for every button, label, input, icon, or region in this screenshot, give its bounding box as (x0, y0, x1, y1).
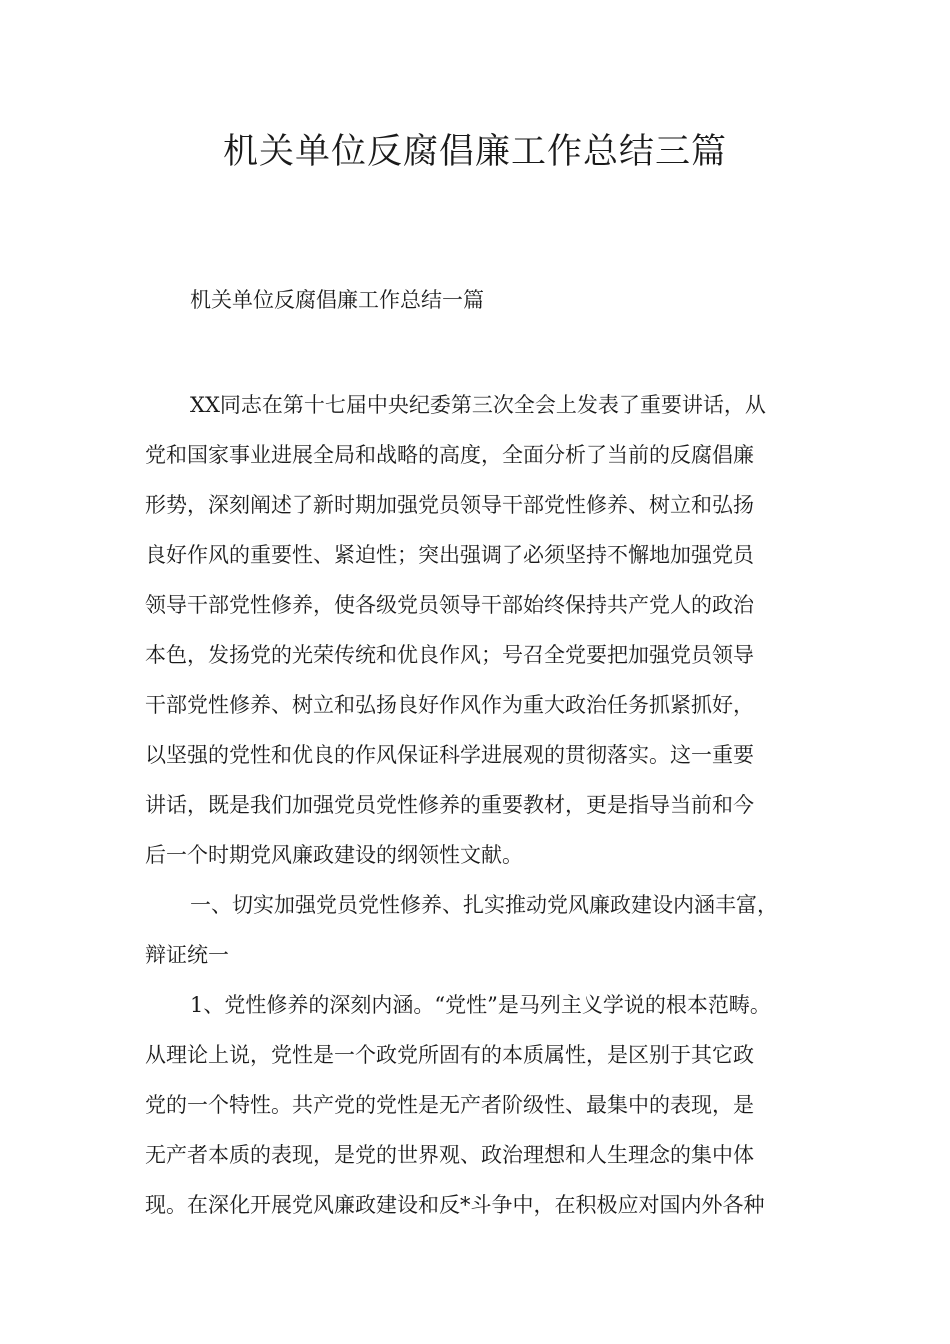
body-line: 本色，发扬党的光荣传统和优良作风；号召全党要把加强党员领导 (145, 643, 754, 667)
body-line: 1、党性修养的深刻内涵。“党性”是马列主义学说的根本范畴。 (190, 993, 771, 1017)
body-line: 形势，深刻阐述了新时期加强党员领导干部党性修养、树立和弘扬 (145, 493, 754, 517)
body-line: 干部党性修养、树立和弘扬良好作风作为重大政治任务抓紧抓好， (145, 693, 754, 717)
body-line: 现。在深化开展党风廉政建设和反*斗争中，在积极应对国内外各种 (145, 1193, 765, 1217)
document-subtitle: 机关单位反腐倡廉工作总结一篇 (190, 288, 484, 312)
section-heading-line: 辩证统一 (145, 943, 229, 967)
body-line: XX同志在第十七届中央纪委第三次全会上发表了重要讲话，从 (190, 393, 766, 417)
body-line: 领导干部党性修养，使各级党员领导干部始终保持共产党人的政治 (145, 593, 754, 617)
section-heading-line: 一、切实加强党员党性修养、扎实推动党风廉政建设内涵丰富， (190, 893, 778, 917)
body-line: 从理论上说，党性是一个政党所固有的本质属性，是区别于其它政 (145, 1043, 754, 1067)
body-line: 后一个时期党风廉政建设的纲领性文献。 (145, 843, 523, 867)
document-title: 机关单位反腐倡廉工作总结三篇 (222, 132, 727, 172)
body-line: 党的一个特性。共产党的党性是无产者阶级性、最集中的表现，是 (145, 1093, 754, 1117)
body-line: 无产者本质的表现，是党的世界观、政治理想和人生理念的集中体 (145, 1143, 754, 1167)
document-body (145, 380, 825, 1230)
body-line: 以坚强的党性和优良的作风保证科学进展观的贯彻落实。这一重要 (145, 743, 754, 767)
body-line: 讲话，既是我们加强党员党性修养的重要教材，更是指导当前和今 (145, 793, 754, 817)
body-line: 良好作风的重要性、紧迫性；突出强调了必须坚持不懈地加强党员 (145, 543, 754, 567)
body-line: 党和国家事业进展全局和战略的高度，全面分析了当前的反腐倡廉 (145, 443, 754, 467)
